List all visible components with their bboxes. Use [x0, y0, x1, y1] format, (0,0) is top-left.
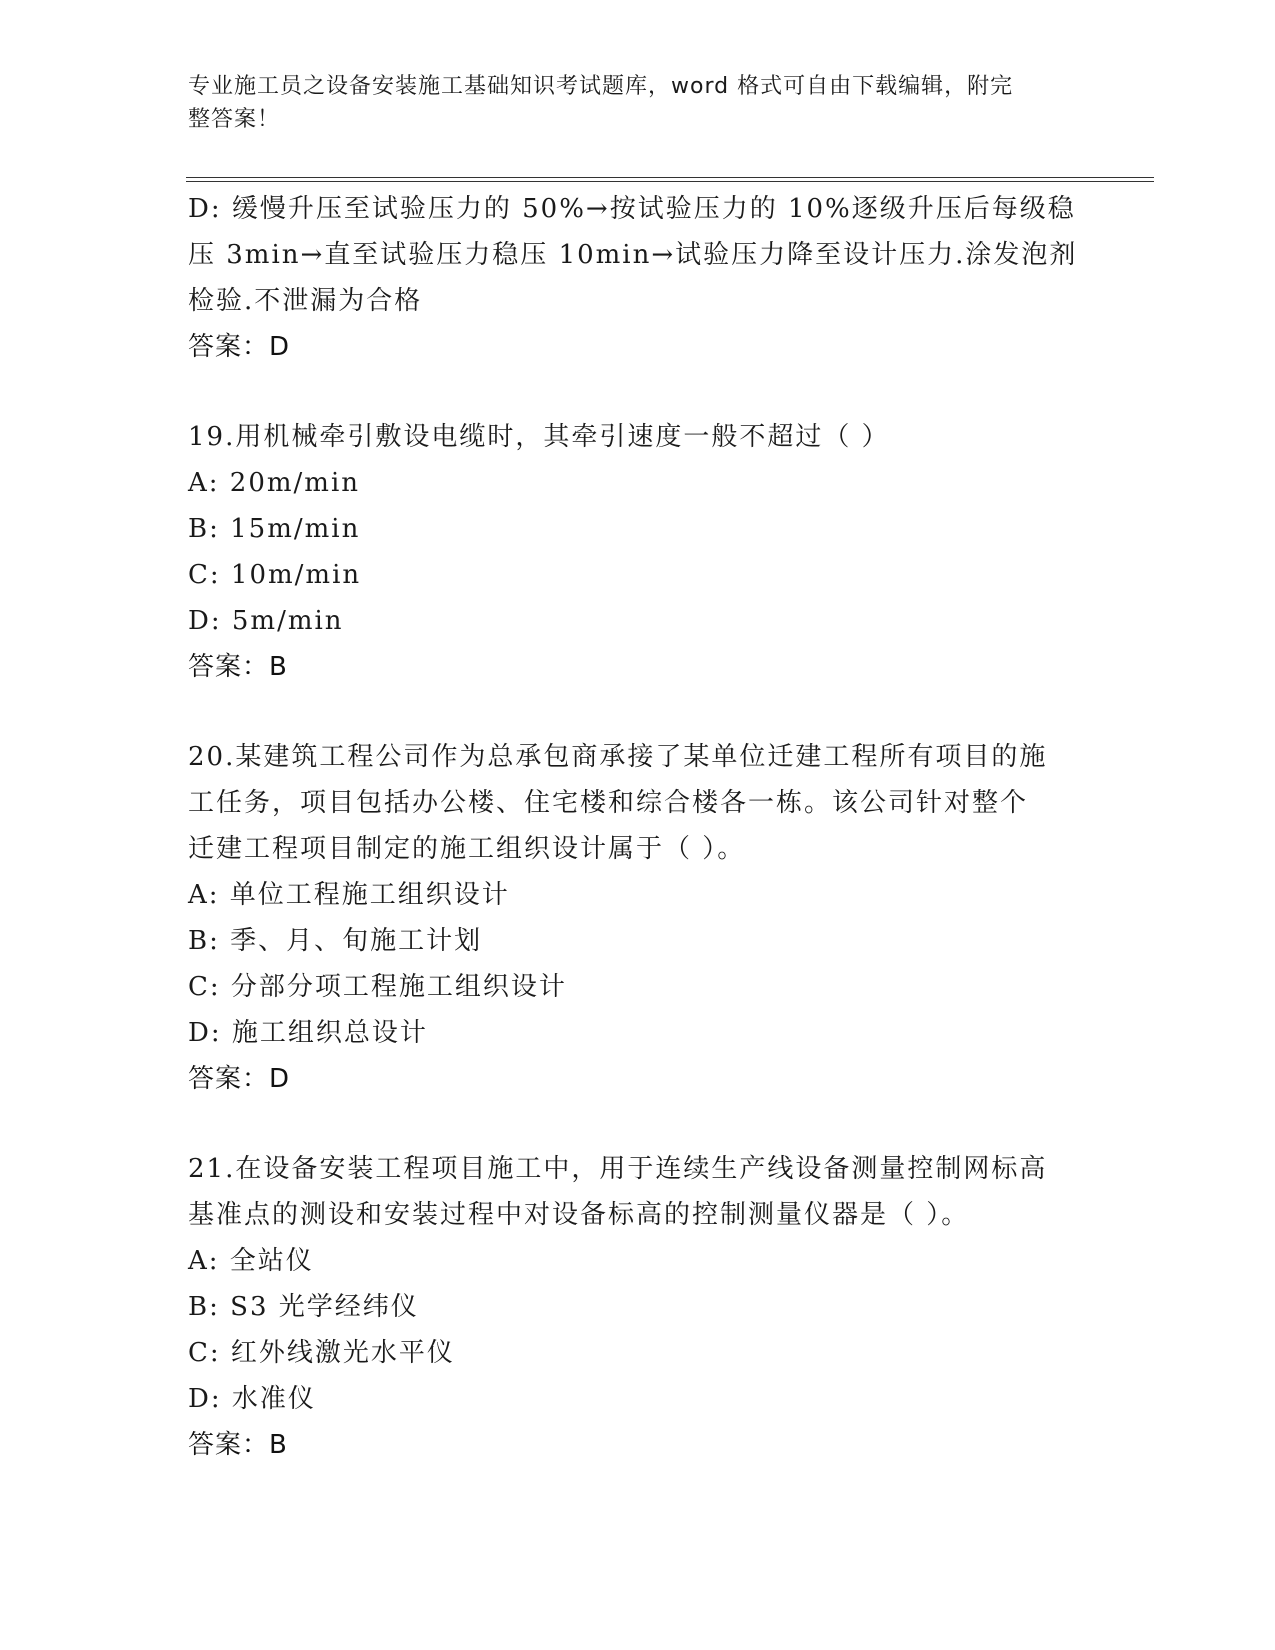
header-divider: [186, 177, 1154, 182]
option-c: C: 红外线激光水平仪: [188, 1338, 455, 1368]
option-a: A: 20m/min: [188, 468, 361, 498]
option-b: B: 15m/min: [188, 514, 361, 544]
question-stem: 工任务，项目包括办公楼、住宅楼和综合楼各一栋。该公司针对整个: [188, 788, 1029, 818]
option-b: B: 季、月、旬施工计划: [188, 926, 483, 956]
document-body: [188, 186, 1088, 1468]
option-d: D: 水准仪: [188, 1384, 316, 1414]
question-20: [188, 734, 1088, 1102]
answer-line: 答案：D: [188, 332, 291, 362]
option-d: D: 5m/min: [188, 606, 344, 636]
option-c: C: 10m/min: [188, 560, 362, 590]
question-stem: 21.在设备安装工程项目施工中，用于连续生产线设备测量控制网标高: [188, 1154, 1048, 1184]
option-d-line: D: 缓慢升压至试验压力的 50%→按试验压力的 10%逐级升压后每级稳: [188, 194, 1076, 224]
question-stem: 20.某建筑工程公司作为总承包商承接了某单位迁建工程所有项目的施: [188, 742, 1048, 772]
option-a: A: 单位工程施工组织设计: [188, 880, 510, 910]
question-stem: 基准点的测设和安装过程中对设备标高的控制测量仪器是（ ）。: [188, 1200, 970, 1230]
prev-question-block: [188, 186, 1088, 370]
option-d: D: 施工组织总设计: [188, 1018, 428, 1048]
question-19: [188, 414, 1088, 690]
answer-line: 答案：B: [188, 1430, 288, 1460]
question-stem: 迁建工程项目制定的施工组织设计属于（ ）。: [188, 834, 746, 864]
document-header: [188, 70, 1068, 136]
header-line-1: 专业施工员之设备安装施工基础知识考试题库，word 格式可自由下载编辑，附完: [188, 74, 1014, 99]
option-c: C: 分部分项工程施工组织设计: [188, 972, 567, 1002]
question-21: [188, 1146, 1088, 1468]
answer-line: 答案：D: [188, 1064, 291, 1094]
answer-line: 答案：B: [188, 652, 288, 682]
option-d-line: 检验.不泄漏为合格: [188, 286, 423, 316]
option-a: A: 全站仪: [188, 1246, 314, 1276]
option-b: B: S3 光学经纬仪: [188, 1292, 419, 1322]
question-stem: 19.用机械牵引敷设电缆时，其牵引速度一般不超过（ ）: [188, 422, 890, 452]
header-line-2: 整答案！: [188, 107, 281, 132]
option-d-line: 压 3min→直至试验压力稳压 10min→试验压力降至设计压力.涂发泡剂: [188, 240, 1078, 270]
